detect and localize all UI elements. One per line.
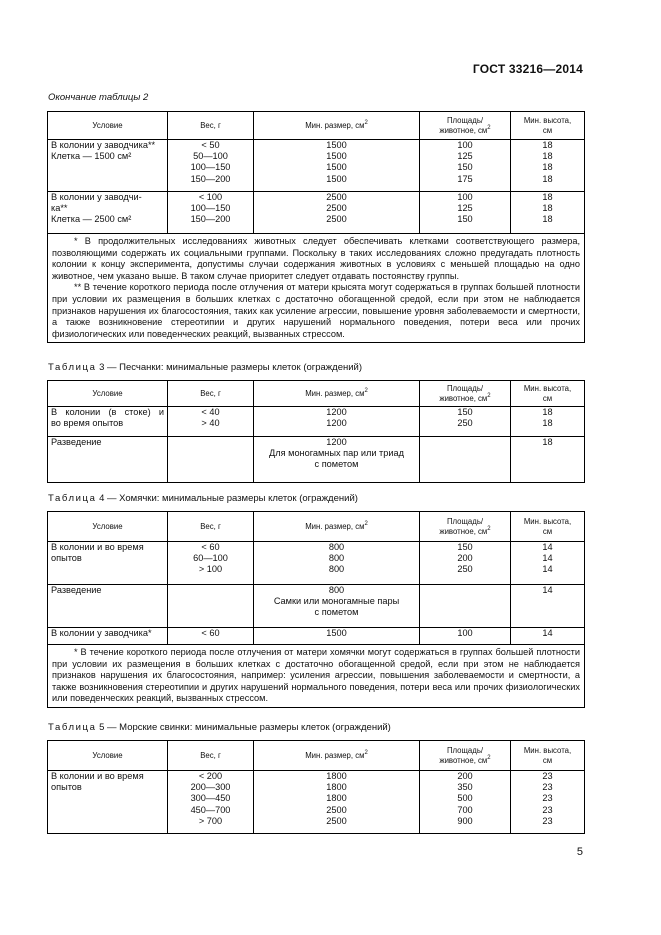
cell-area: [420, 585, 511, 628]
cell-weight: [168, 585, 254, 628]
col-condition-header: Условие: [48, 512, 168, 542]
table-row: [48, 585, 585, 628]
cell-min-size: 1500: [254, 628, 420, 645]
cell-weight: < 50 50—100 100—150 150—200: [168, 140, 254, 192]
caption-text: — Морские свинки: минимальные размеры клеток (ограждений): [107, 722, 391, 733]
caption-number: 4: [99, 493, 105, 504]
cell-condition: Разведение: [48, 437, 168, 483]
caption-number: 5: [99, 722, 105, 733]
col-min-size-header: Мин. размер, $см^2$: [254, 741, 420, 771]
table4: [47, 511, 585, 708]
col-min-size-header: Мин. размер, $см^2$: [254, 112, 420, 140]
cell-condition: В колонии у заводчика*: [48, 628, 168, 645]
cell-condition: В колонии и во время опытов: [48, 542, 168, 585]
col-weight-header: Вес, г: [168, 512, 254, 542]
caption-text: — Хомячки: минимальные размеры клеток (ограждений): [107, 493, 358, 504]
cell-area: 150 250: [420, 407, 511, 437]
cell-min-size: 1500 1500 1500 1500: [254, 140, 420, 192]
cell-min-height: 18 18: [511, 407, 585, 437]
col-area-header: Площадь/ животное, $см^2$: [420, 381, 511, 407]
cell-min-height: 14 14 14: [511, 542, 585, 585]
caption-text: — Песчанки: минимальные размеры клеток (ограждений): [107, 362, 363, 373]
table-row: [48, 628, 585, 645]
col-weight-header: Вес, г: [168, 381, 254, 407]
page-number: 5: [576, 846, 583, 858]
table-row: [48, 140, 585, 192]
cell-condition: Разведение: [48, 585, 168, 628]
cell-min-height: 18 18 18 18: [511, 140, 585, 192]
cell-area: 150 200 250: [420, 542, 511, 585]
cell-condition: В колонии у заводчика** Клетка — 1500 см²: [48, 140, 168, 192]
document-header: ГОСТ 33216—2014: [472, 62, 583, 76]
cell-weight: < 100 100—150 150—200: [168, 192, 254, 234]
cell-min-size: 800 Самки или моногамные пары с пометом: [254, 585, 420, 628]
cell-weight: < 60: [168, 628, 254, 645]
table2: [47, 111, 585, 343]
cell-area: [420, 437, 511, 483]
cell-weight: < 60 60—100 > 100: [168, 542, 254, 585]
table3: [47, 380, 585, 483]
col-min-height-header: Мин. высота, см: [511, 512, 585, 542]
table4-footnote: [48, 645, 585, 708]
col-min-height-header: Мин. высота, см: [511, 112, 585, 140]
footnote: ** В течение короткого периода после отлучения от матери крысята могут содержаться в группах большей плотности при условии их размещения в больших клетках с достаточно обогащенной средой, если при этом не наблюдается признаков нарушения их благосостояния, таких как усиление агрессии, повышение уровня заболеваемости и смертности, а также возникновение стереотипии и других нарушений нормального поведения, потери веса или прочих физиологических или поведенческих реакций, вызванных стрессом.: [52, 282, 580, 339]
col-weight-header: Вес, г: [168, 112, 254, 140]
cell-weight: < 200 200—300 300—450 450—700 > 700: [168, 771, 254, 834]
table4-caption: [48, 493, 358, 504]
table-row: [48, 771, 585, 834]
cell-area: 100: [420, 628, 511, 645]
col-min-height-header: Мин. высота, см: [511, 381, 585, 407]
col-min-size-header: Мин. размер, $см^2$: [254, 512, 420, 542]
cell-condition: В колонии у заводчи- ка** Клетка — 2500 см²: [48, 192, 168, 234]
table2-caption: Окончание таблицы 2: [48, 92, 149, 103]
table-row: [48, 192, 585, 234]
cell-condition: В колонии (в стоке) и во время опытов: [48, 407, 168, 437]
cell-min-size: 1200 Для моногамных пар или триад с пометом: [254, 437, 420, 483]
col-min-size-header: Мин. размер, $см^2$: [254, 381, 420, 407]
col-condition-header: Условие: [48, 381, 168, 407]
cell-min-size: 800 800 800: [254, 542, 420, 585]
caption-label: Таблица: [48, 493, 97, 504]
cell-min-height: 14: [511, 585, 585, 628]
cell-min-size: 1800 1800 1800 2500 2500: [254, 771, 420, 834]
col-condition-header: Условие: [48, 112, 168, 140]
table5: [47, 740, 585, 834]
caption-label: Таблица: [48, 362, 97, 373]
caption-number: 3: [99, 362, 105, 373]
cell-min-height: 18 18 18: [511, 192, 585, 234]
table-row: [48, 407, 585, 437]
col-area-header: Площадь/ животное, $см^2$: [420, 741, 511, 771]
cell-min-height: 14: [511, 628, 585, 645]
table5-caption: [48, 722, 391, 733]
table3-caption: [48, 362, 362, 373]
table-row: [48, 437, 585, 483]
table-row: [48, 542, 585, 585]
cell-area: 200 350 500 700 900: [420, 771, 511, 834]
cell-min-height: 18: [511, 437, 585, 483]
table2-footnotes: [48, 234, 585, 343]
cell-min-size: 1200 1200: [254, 407, 420, 437]
col-area-header: Площадь/ животное, $см^2$: [420, 112, 511, 140]
col-min-height-header: Мин. высота, см: [511, 741, 585, 771]
footnote: * В течение короткого периода после отлучения от матери хомячки могут содержаться в группах большей плотности при условии их размещения в больших клетках с достаточно обогащенной средой, если при этом не наблюдается признаков нарушения их благосостояния, например: усиления агрессии, повышения заболеваемости и смертности, а также возникновения стереотипии и других нарушений нормального поведения, потери веса или прочих физиологических или поведенческих реакций, вызванных стрессом.: [52, 647, 580, 704]
col-weight-header: Вес, г: [168, 741, 254, 771]
footnote: * В продолжительных исследованиях животных следует обеспечивать клетками соответствующего размера, позволяющими содержать их социальными группами. Поскольку в таких исследованиях сложно предугадать плотность колонии к концу эксперимента, допустимы случаи содержания животных в условиях с меньшей площадью на одно животное, чем указано выше. В таком случае приоритет следует отдавать постоянству группы.: [52, 236, 580, 281]
cell-weight: < 40 > 40: [168, 407, 254, 437]
cell-area: 100 125 150: [420, 192, 511, 234]
cell-condition: В колонии и во время опытов: [48, 771, 168, 834]
caption-label: Таблица: [48, 722, 97, 733]
col-condition-header: Условие: [48, 741, 168, 771]
cell-weight: [168, 437, 254, 483]
cell-min-height: 23 23 23 23 23: [511, 771, 585, 834]
col-area-header: Площадь/ животное, $см^2$: [420, 512, 511, 542]
cell-area: 100 125 150 175: [420, 140, 511, 192]
cell-min-size: 2500 2500 2500: [254, 192, 420, 234]
